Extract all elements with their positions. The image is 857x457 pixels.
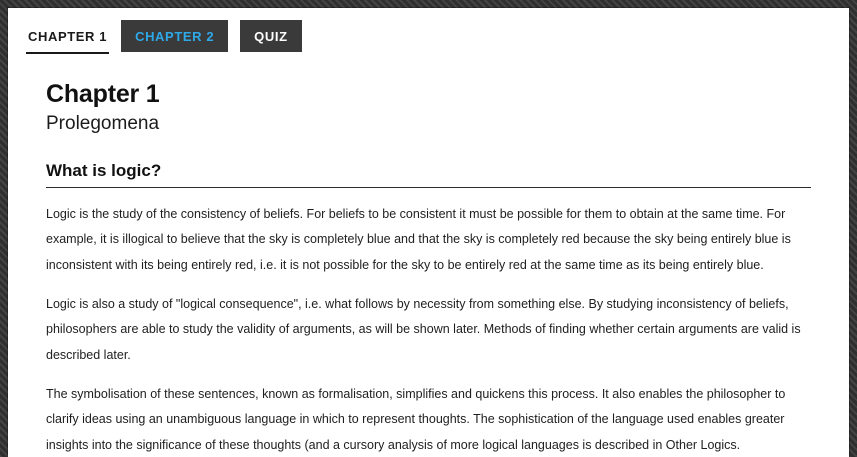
page-subtitle: Prolegomena — [46, 112, 160, 134]
tab-chapter-2[interactable]: CHAPTER 2 — [121, 20, 228, 52]
section-heading: What is logic? — [46, 161, 811, 188]
paragraph-1: Logic is the study of the consistency of beliefs. For beliefs to be consistent it must be possible for them to obtain at the same time. For example, it is illogical to believe that the sky is completely blue and that the sky is completely red because the sky being entirely blue is inconsistent with its being entirely red, i.e. it is not possible for the sky to be entirely red at the same time as its being entirely blue. — [46, 206, 791, 272]
tab-quiz[interactable]: QUIZ — [240, 20, 301, 52]
tab-chapter-1[interactable]: CHAPTER 1 — [26, 20, 109, 54]
page-title: Chapter 1 — [46, 80, 160, 108]
paragraph-2: Logic is also a study of "logical consequence", i.e. what follows by necessity from something else. By studying inconsistency of beliefs, philosophers are able to study the validity of arguments, as will be shown later. Methods of finding whether certain arguments are valid is described later. — [46, 296, 801, 362]
paragraph-3: The symbolisation of these sentences, known as formalisation, simplifies and quickens this process. It also enables the philosopher to clarify ideas using an unambiguous language in which to represent thoughts. The sophistication of the language used enables greater insights into the significance of these thoughts (and a cursory analysis of more logical languages is described in Other Logics. — [46, 386, 786, 452]
document-content — [8, 60, 849, 457]
chapter-tabbar — [8, 8, 849, 60]
document-sheet — [8, 8, 849, 457]
